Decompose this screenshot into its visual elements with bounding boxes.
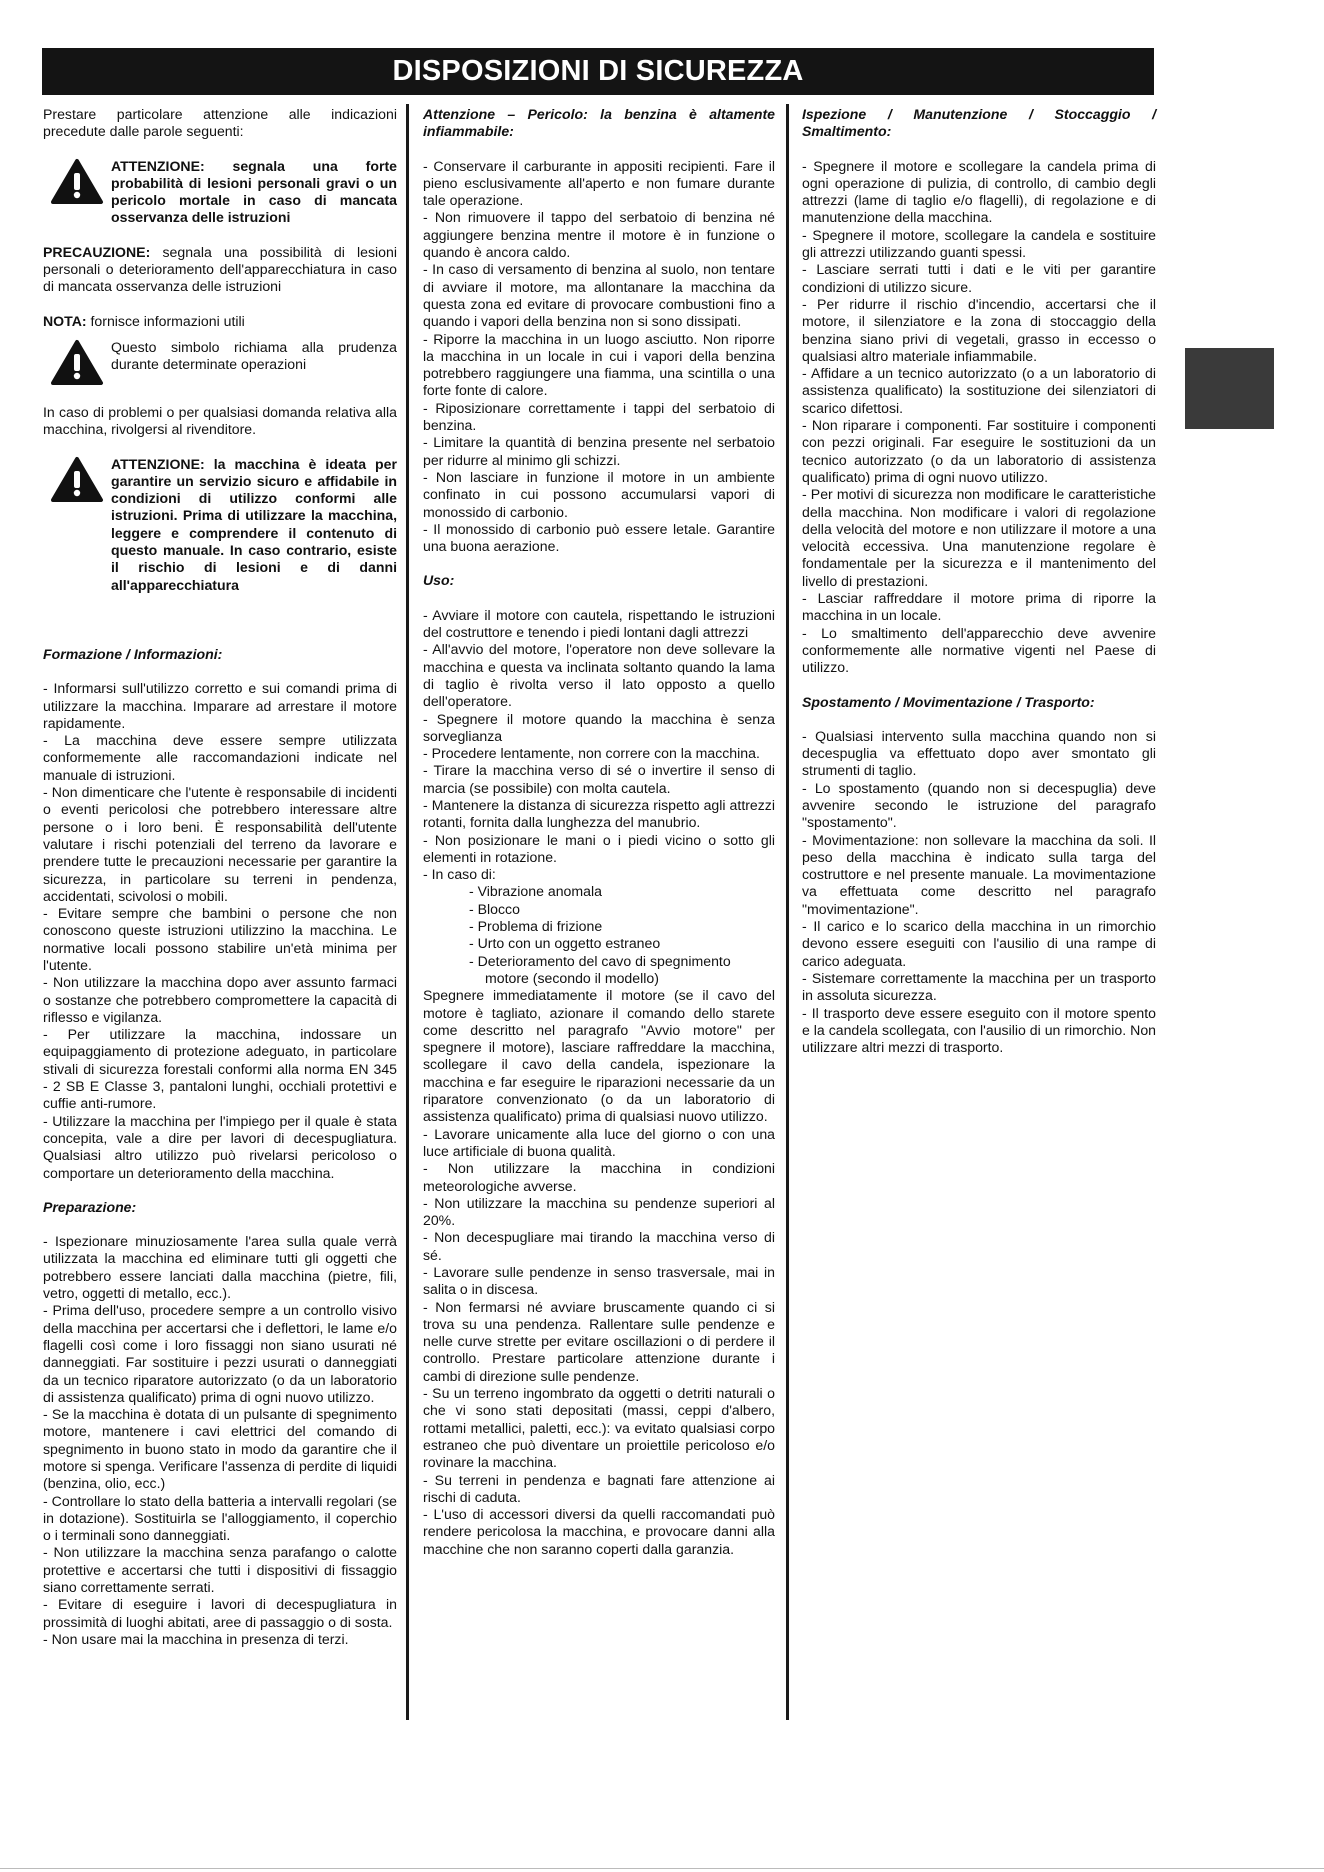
precauzione-label: PRECAUZIONE: (43, 243, 151, 260)
warning-icon (43, 339, 111, 387)
list-item: - Non decespugliare mai tirando la macchina verso di sé. (423, 1229, 775, 1263)
list-item: - Non utilizzare la macchina in condizioni meteorologiche avverse. (423, 1160, 775, 1194)
list-item: - Non fermarsi né avviare bruscamente quando ci si trova su una pendenza. Rallentare sulle pendenze e nelle curve strette per evitare oscillazioni o di perdere il controllo. Prestare particolare attenzione durante i cambi di direzione sulle pendenze. (423, 1298, 775, 1384)
nota-text (43, 313, 397, 330)
warning-icon (43, 456, 111, 504)
list-item: - Su un terreno ingombrato da oggetti o detriti naturali o che vi sono stati depositati (massi, ceppi d'albero, rottami metallici, paletti, ecc.): va evitato qualsiasi corpo estraneo che può diventare un proiettile pericoloso e/o rovinare la macchina. (423, 1385, 775, 1471)
list-item: - Non dimenticare che l'utente è responsabile di incidenti o eventi pericolosi che potrebbero interessare altre persone o i loro beni. È responsabilità dell'utente valutare i rischi potenziali del terreno da lavorare e prendere tutte le precauzioni necessarie per garantire la sicurezza, in particolare su terreni in pendenza, accidentati, scivolosi o mobili. (43, 784, 397, 904)
column-3 (802, 106, 1156, 1056)
list-item: - Ispezionare minuziosamente l'area sulla quale verrà utilizzata la macchina ed eliminare tutti gli oggetti che potrebbero essere lanciati dalla macchina (pietre, fili, vetro, oggetti di metallo, ecc.). (43, 1233, 397, 1302)
list-item: - Lo spostamento (quando non si decespuglia) deve avvenire secondo le istruzione del paragrafo "spostamento". (802, 779, 1156, 831)
sub-list-item: - Problema di frizione (469, 918, 603, 935)
list-item: - In caso di versamento di benzina al suolo, non tentare di avviare il motore, ma allontanare la macchina da questa zona ed evitare di provocare combustioni fino a quando i vapori della benzina non si sono dissipati. (423, 261, 775, 330)
list-item: - Non usare mai la macchina in presenza di terzi. (43, 1630, 349, 1647)
list-item: - Per motivi di sicurezza non modificare le caratteristiche della macchina. Non modificare i valori di regolazione della velocità del motore e non utilizzare il motore a una velocità eccessiva. Una manutenzione regolare è fondamentale per la sicurezza e il mantenimento del livello di prestazioni. (802, 486, 1156, 589)
list-item: - Per ridurre il rischio d'incendio, accertarsi che il motore, il silenziatore e la zona di stoccaggio della benzina siano privi di vegetali, grasso in eccesso o qualsiasi altro materiale infiammabile. (802, 295, 1156, 364)
list-item: - Non rimuovere il tappo del serbatoio di benzina né aggiungere benzina mentre il motore è in funzione o quando è ancora caldo. (423, 209, 775, 261)
list-item: - All'avvio del motore, l'operatore non deve sollevare la macchina e questa va inclinata soltanto quando la lama di taglio è rivolta verso il lato opposto a quello dell'operatore. (423, 641, 775, 710)
list-item: - Lo smaltimento dell'apparecchio deve avvenire conformemente alle normative vigenti nel Paese di utilizzo. (802, 624, 1156, 676)
precauzione-text (43, 244, 397, 296)
attenzione-notice (43, 158, 397, 227)
attenzione2-text: ATTENZIONE: la macchina è ideata per garantire un servizio sicuro e affidabile in condizioni di utilizzo conformi alle istruzioni. Prima di utilizzare la macchina, leggere e comprendere il contenuto di questo manuale. In caso contrario, esiste il rischio di lesioni e di danni all'apparecchiatura (111, 455, 397, 593)
column-divider (406, 104, 409, 1720)
list-item: - Tirare la macchina verso di sé o invertire il senso di marcia (se possibile) con molta cautela. (423, 762, 775, 796)
list-item: - Prima dell'uso, procedere sempre a un controllo visivo della macchina per accertarsi che i deflettori, le lame e/o flagelli così come i loro fissaggi non siano usurati né danneggiati. Far sostituire i pezzi usurati o danneggiati da un tecnico riparatore autorizzato (o da un laboratorio di assistenza qualificato) prima di ogni nuovo utilizzo. (43, 1302, 397, 1405)
prudenza-notice (43, 339, 397, 387)
list-item: - Controllare lo stato della batteria a intervalli regolari (se in dotazione). Sostituirla se l'alloggiamento, il coperchio o i terminali sono danneggiati. (43, 1492, 397, 1544)
warning-icon (43, 158, 111, 206)
attenzione2-notice (43, 456, 397, 594)
problemi-text: In caso di problemi o per qualsiasi domanda relativa alla macchina, rivolgersi al rivenditore. (43, 403, 397, 438)
list-item: - Per utilizzare la macchina, indossare un equipaggiamento di protezione adeguato, in particolare stivali di sicurezza forestali conformi alla norma EN 345 - 2 SB E Classe 3, pantaloni lunghi, occhiali protettivi e cuffie anti-rumore. (43, 1026, 397, 1112)
sub-list-item (423, 953, 775, 988)
sub-list-item-line: motore (secondo il modello) (485, 969, 659, 986)
list-item: - Spegnere il motore quando la macchina è senza sorveglianza (423, 710, 775, 744)
list-item: - Conservare il carburante in appositi recipienti. Fare il pieno esclusivamente all'aperto e non fumare durante tale operazione. (423, 157, 775, 209)
list-item: - Informarsi sull'utilizzo corretto e sui comandi prima di utilizzare la macchina. Imparare ad arrestare il motore rapidamente. (43, 680, 397, 731)
formazione-heading: Formazione / Informazioni: (43, 645, 223, 662)
sub-list-item: - Vibrazione anomala (469, 883, 602, 900)
page-title: DISPOSIZIONI DI SICUREZZA (42, 48, 1154, 95)
intro-text: Prestare particolare attenzione alle indicazioni precedute dalle parole seguenti: (43, 106, 397, 140)
list-item: - Non utilizzare la macchina senza parafango o calotte protettive e accertarsi che tutti i dispositivi di fissaggio siano correttamente serrati. (43, 1544, 397, 1596)
precauzione-body: segnala una possibilità di lesioni personali o deterioramento dell'apparecchiatura in caso di mancata osservanza delle istruzioni (43, 243, 397, 295)
list-item: - Mantenere la distanza di sicurezza rispetto agli attrezzi rotanti, fornita dalla lunghezza del manubrio. (423, 796, 775, 831)
list-item: - Il carico e lo scarico della macchina in un rimorchio devono essere eseguiti con l'ausilio di una rampe di carico adeguata. (802, 918, 1156, 969)
list-item: - Evitare sempre che bambini o persone che non conoscono queste istruzioni utilizzino la macchina. Le normative locali possono stabilire un'età minima per l'utente. (43, 905, 397, 973)
list-item: - Spegnere il motore, scollegare la candela e sostituire gli attrezzi utilizzando guanti spessi. (802, 226, 1156, 261)
list-item: - Avviare il motore con cautela, rispettando le istruzioni del costruttore e tenendo i piedi lontani dagli attrezzi (423, 606, 775, 641)
list-item: - Riporre la macchina in un luogo asciutto. Non riporre la macchina in un locale in cui i vapori della benzina potrebbero raggiungere una fiamma, una scintilla o una forte fonte di calore. (423, 330, 775, 399)
sub-list-item: - Blocco (469, 900, 520, 917)
list-item: - Utilizzare la macchina per l'impiego per il quale è stata concepita, vale a dire per lavori di decespugliatura. Qualsiasi altro utilizzo può rivelarsi pericoloso o comportare un deterioramento della macchina. (43, 1112, 397, 1181)
list-item: - Lasciare serrati tutti i dati e le viti per garantire condizioni di utilizzo sicure. (802, 261, 1156, 295)
list-item: - Lasciar raffreddare il motore prima di riporre la macchina in un locale. (802, 590, 1156, 624)
list-item: - Non lasciare in funzione il motore in un ambiente confinato in cui possono accumularsi vapori di monossido di carbonio. (423, 468, 775, 520)
list-item: - Affidare a un tecnico autorizzato (o a un laboratorio di assistenza qualificato) la sostituzione dei silenziatori di scarico difettosi. (802, 365, 1156, 416)
column-1 (43, 106, 397, 1648)
list-item: - Riposizionare correttamente i tappi del serbatoio di benzina. (423, 399, 775, 434)
attenzione-text: ATTENZIONE: segnala una forte probabilità di lesioni personali gravi o un pericolo mortale in caso di mancata osservanza delle istruzioni (111, 157, 397, 226)
uso-heading: Uso: (423, 572, 455, 589)
list-item: - Qualsiasi intervento sulla macchina quando non si decespuglia va effettuato dopo aver smontato gli strumenti di taglio. (802, 727, 1156, 779)
list-item: - L'uso di accessori diversi da quelli raccomandati può rendere pericolosa la macchina, e provocare danni alla macchine che non saranno coperti dalla garanzia. (423, 1506, 775, 1557)
sub-list-item-line: - Deterioramento del cavo di spegnimento (469, 952, 731, 969)
list-item: - Evitare di eseguire i lavori di decespugliatura in prossimità di luoghi abitati, aree di passaggio o di sosta. (43, 1596, 397, 1630)
preparazione-heading: Preparazione: (43, 1198, 137, 1215)
list-item: - Lavorare unicamente alla luce del giorno o con una luce artificiale di buona qualità. (423, 1125, 775, 1159)
list-item: - Movimentazione: non sollevare la macchina da soli. Il peso della macchina è indicato sulla targa del costruttore e nel presente manuale. La movimentazione va effettuata come descritto nel paragrafo "movimentazione". (802, 831, 1156, 917)
list-item: - Limitare la quantità di benzina presente nel serbatoio per ridurre al minimo gli schizzi. (423, 434, 775, 468)
sub-list-item: - Urto con un oggetto estraneo (469, 935, 661, 952)
spostamento-heading: Spostamento / Movimentazione / Trasporto: (802, 693, 1095, 710)
list-item: - Non posizionare le mani o i piedi vicino o sotto gli elementi in rotazione. (423, 831, 775, 865)
list-item: Spegnere immediatamente il motore (se il cavo del motore è tagliato, azionare il comando dello starete come descritto nel paragrafo "Avvio motore" per spegnere il motore), lasciare raffreddare la macchina, scollegare il cavo della candela, ispezionare la macchina e far eseguire le riparazioni necessarie da un riparatore convenzionato (o da un laboratorio di assistenza qualificato) prima di qualsiasi nuovo utilizzo. (423, 987, 775, 1125)
list-item: - La macchina deve essere sempre utilizzata conformemente alle raccomandazioni indicate nel manuale di istruzioni. (43, 732, 397, 783)
list-item: - Lavorare sulle pendenze in senso trasversale, mai in salita o in discesa. (423, 1264, 775, 1298)
column-divider (786, 104, 789, 1720)
list-item: - Non utilizzare la macchina su pendenze superiori al 20%. (423, 1194, 775, 1229)
list-item: - Se la macchina è dotata di un pulsante di spegnimento motore, mantenere i cavi elettrici del comando di spegnimento in buono stato in modo da garantire che il motore si spenga. Verificare l'assenza di perdite di liquidi (benzina, olio, ecc.) (43, 1406, 397, 1492)
ispezione-heading: Ispezione / Manutenzione / Stoccaggio / Smaltimento: (802, 106, 1156, 140)
benzina-heading: Attenzione – Pericolo: la benzina è altamente infiammabile: (423, 106, 775, 140)
list-item: - In caso di: (423, 866, 496, 883)
list-item: - Il trasporto deve essere eseguito con il motore spento e la candela scollegata, con l'ausilio di un rimorchio. Non utilizzare altri mezzi di trasporto. (802, 1004, 1156, 1056)
nota-body: fornisce informazioni utili (86, 312, 245, 329)
list-item: - Spegnere il motore e scollegare la candela prima di ogni operazione di pulizia, di controllo, di cambio degli attrezzi (lame di taglio e/o flagelli), di regolazione e di manutenzione della macchina. (802, 157, 1156, 226)
list-item: - Sistemare correttamente la macchina per un trasporto in assoluta sicurezza. (802, 969, 1156, 1004)
list-item: - Non riparare i componenti. Far sostituire i componenti con pezzi originali. Far eseguire le sostituzioni da un tecnico autorizzato (o da un laboratorio di assistenza qualificato) prima di ogni nuovo utilizzo. (802, 417, 1156, 485)
nota-label: NOTA: (43, 312, 87, 329)
prudenza-text: Questo simbolo richiama alla prudenza durante determinate operazioni (111, 338, 397, 373)
list-item: - Non utilizzare la macchina dopo aver assunto farmaci o sostanze che potrebbero compromettere la capacità di riflesso e vigilanza. (43, 974, 397, 1025)
list-item: - Procedere lentamente, non correre con la macchina. (423, 745, 760, 762)
column-2 (423, 106, 775, 1558)
list-item: - Il monossido di carbonio può essere letale. Garantire una buona aerazione. (423, 520, 775, 555)
section-tab-marker (1185, 348, 1274, 429)
list-item: - Su terreni in pendenza e bagnati fare attenzione ai rischi di caduta. (423, 1471, 775, 1505)
page-bottom-rule (0, 1868, 1324, 1869)
